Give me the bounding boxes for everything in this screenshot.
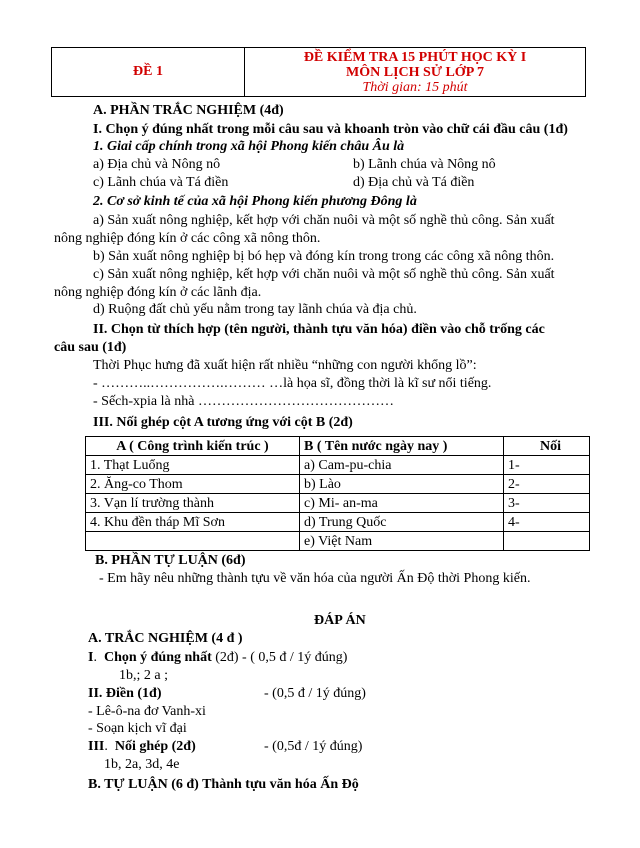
exam-code-cell [52, 48, 245, 97]
match-cell: 3- [504, 494, 590, 513]
table-row [86, 532, 590, 551]
q2-option-a-line1: a) Sản xuất nông nghiệp, kết hợp với chăn nuôi và một số nghề thủ công. Sản xuất [93, 213, 555, 228]
q2-option-a-line2: nông nghiệp đóng kín ở các công xã nông thôn. [54, 231, 321, 246]
section2-blank2: - Sếch-xpia là nhà …………………………………… [93, 394, 394, 409]
column-b-cell: d) Trung Quốc [300, 513, 504, 532]
section2-intro: Thời Phục hưng đã xuất hiện rất nhiều “những con người khổng lồ”: [93, 358, 477, 373]
q1-question: 1. Giai cấp chính trong xã hội Phong kiến châu Âu là [93, 139, 405, 154]
answer-section3-values: 1b, 2a, 3d, 4e [104, 757, 180, 772]
table-row [86, 456, 590, 475]
section2-instruction-line1: II. Chọn từ thích hợp (tên người, thành tựu văn hóa) điền vào chỗ trống các [93, 322, 545, 337]
column-a-cell: 3. Vạn lí trường thành [86, 494, 300, 513]
match-cell: 4- [504, 513, 590, 532]
q1-option-d: d) Địa chủ và Tá điền [353, 175, 475, 190]
part-b-question: - Em hãy nêu những thành tựu về văn hóa của người Ấn Độ thời Phong kiến. [99, 571, 531, 586]
table-row [86, 494, 590, 513]
exam-duration: Thời gian: 15 phút [362, 79, 468, 95]
column-b-cell: e) Việt Nam [300, 532, 504, 551]
column-a-cell: 1. Thạt Luổng [86, 456, 300, 475]
answer-b-heading: B. TỰ LUẬN (6 đ) Thành tựu văn hóa Ấn Độ [88, 777, 359, 792]
exam-title-line2: MÔN LỊCH SỬ LỚP 7 [346, 64, 484, 80]
answer-section2-value2: - Soạn kịch vĩ đại [88, 721, 187, 736]
answer-section2-label: II. Điền (1đ) [88, 686, 162, 701]
header-table [51, 47, 586, 97]
column-a-cell: 2. Ăng-co Thom [86, 475, 300, 494]
q2-option-d: d) Ruộng đất chủ yếu nằm trong tay lãnh chúa và địa chủ. [93, 302, 417, 317]
exam-title-line1: ĐỀ KIỂM TRA 15 PHÚT HỌC KỲ I [303, 49, 527, 65]
answer-section1-label: Chọn ý đúng nhất [103, 650, 212, 665]
section2-blank1: - ………..…………….……… …là họa sĩ, đồng thời là kĩ sư nổi tiếng. [93, 376, 492, 391]
q2-option-b: b) Sản xuất nông nghiệp bị bó hẹp và đóng kín trong trong các công xã nông thôn. [93, 249, 555, 264]
answer-a-heading: A. TRẮC NGHIỆM (4 đ ) [88, 631, 243, 646]
answer-section3-label: Nối ghép (2đ) [114, 739, 196, 754]
answer-title: ĐÁP ÁN [314, 613, 366, 628]
answer-section2-points: - (0,5 đ / 1ý đúng) [264, 686, 366, 701]
match-cell: 1- [504, 456, 590, 475]
exam-title-cell [245, 48, 586, 97]
column-b-cell: b) Lào [300, 475, 504, 494]
column-b-cell: a) Cam-pu-chia [300, 456, 504, 475]
table-row [86, 475, 590, 494]
q2-question: 2. Cơ sở kinh tế của xã hội Phong kiến phương Đông là [93, 194, 417, 209]
answer-section3: III. Nối ghép (2đ) [88, 739, 196, 754]
q2-option-c-line1: c) Sản xuất nông nghiệp, kết hợp với chăn nuôi và một số nghề thủ công. Sản xuất [93, 267, 555, 282]
q1-option-b: b) Lãnh chúa và Nông nô [353, 157, 496, 172]
matching-table-header [86, 437, 590, 456]
part-a-heading: A. PHẦN TRẮC NGHIỆM (4đ) [93, 103, 284, 118]
exam-code: ĐỀ 1 [133, 64, 163, 79]
column-a-cell: 4. Khu đền tháp Mĩ Sơn [86, 513, 300, 532]
part-b-heading: B. PHẦN TỰ LUẬN (6đ) [95, 553, 246, 568]
q1-option-c: c) Lãnh chúa và Tá điền [93, 175, 229, 190]
match-cell: 2- [504, 475, 590, 494]
section2-instruction-line2: câu sau (1đ) [54, 340, 127, 355]
section3-instruction: III. Nối ghép cột A tương ứng với cột B (2đ) [93, 415, 353, 430]
table-row [86, 513, 590, 532]
answer-section1-roman: I [88, 650, 94, 665]
column-b-cell: c) Mi- an-ma [300, 494, 504, 513]
q2-option-c-line2: nông nghiệp đóng kín ở các lãnh địa. [54, 285, 262, 300]
column-b-header: B ( Tên nước ngày nay ) [300, 437, 504, 456]
answer-section1: I. Chọn ý đúng nhất (2đ) - ( 0,5 đ / 1ý đúng) [88, 650, 348, 665]
q1-option-a: a) Địa chủ và Nông nô [93, 157, 221, 172]
section1-instruction: I. Chọn ý đúng nhất trong mỗi câu sau và khoanh tròn vào chữ cái đầu câu (1đ) [93, 122, 568, 137]
answer-section1-values: 1b,; 2 a ; [119, 668, 168, 683]
answer-section2-value1: - Lê-ô-na đơ Vanh-xi [88, 704, 206, 719]
column-match-header: Nối [504, 437, 590, 456]
column-a-header: A ( Công trình kiến trúc ) [86, 437, 300, 456]
column-a-cell [86, 532, 300, 551]
match-cell [504, 532, 590, 551]
answer-section1-points: (2đ) - ( 0,5 đ / 1ý đúng) [215, 650, 348, 665]
answer-section3-points: - (0,5đ / 1ý đúng) [264, 739, 363, 754]
matching-table [85, 436, 590, 551]
answer-section3-roman: III [88, 739, 105, 754]
